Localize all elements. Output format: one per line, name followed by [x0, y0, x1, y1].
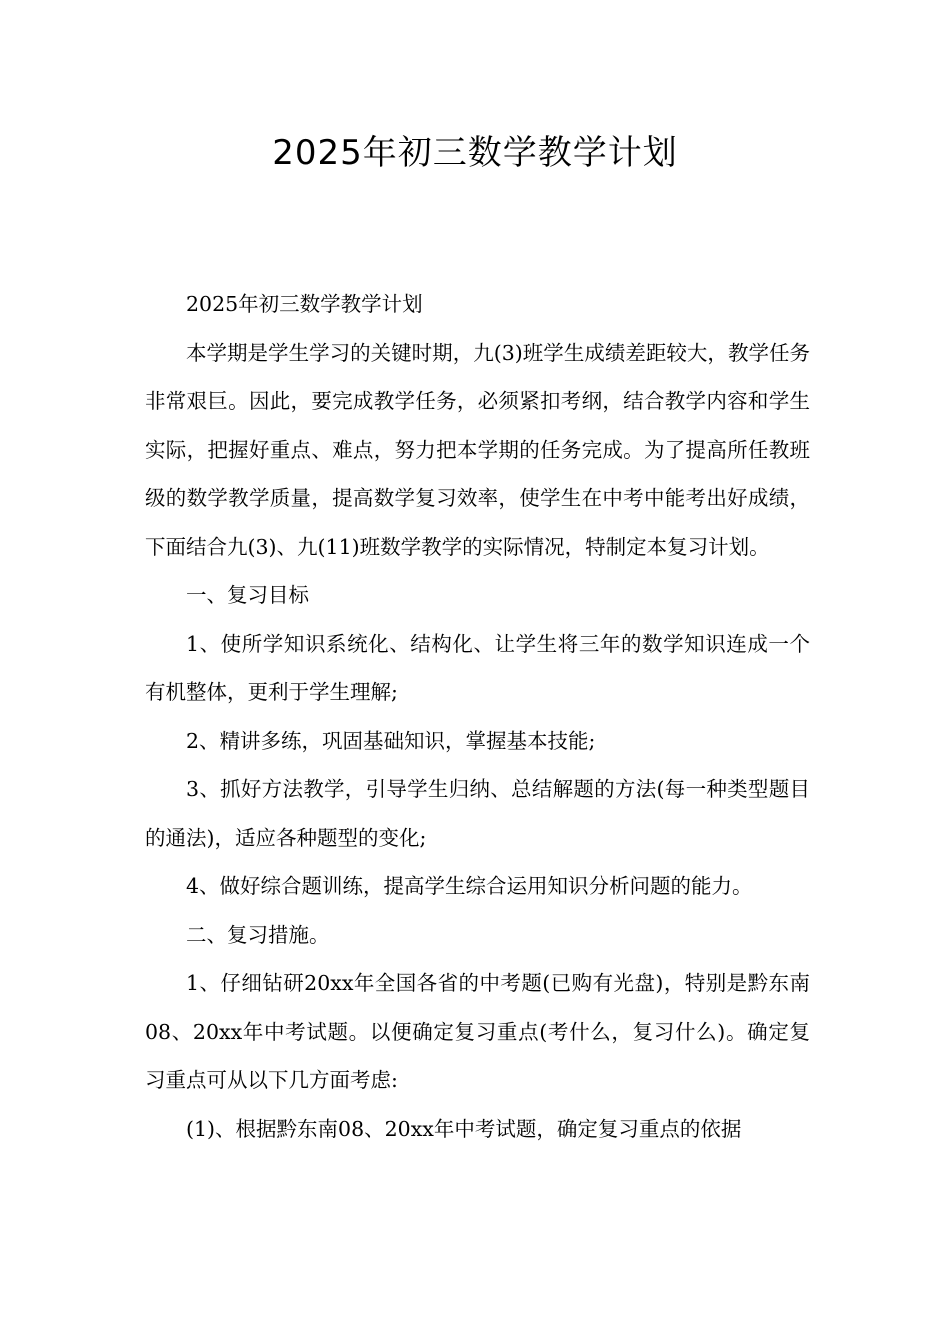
paragraph-measure-1-sub-1: (1)、根据黔东南08、20xx年中考试题，确定复习重点的依据	[186, 1116, 742, 1141]
paragraph-goal-2: 2、精讲多练，巩固基础知识，掌握基本技能;	[186, 728, 596, 753]
document-body	[145, 280, 810, 1153]
paragraph-measure-1: 1、仔细钻研20xx年全国各省的中考题(已购有光盘)，特别是黔东南08、20xx年中考试题。以便确定复习重点(考什么，复习什么)。确定复习重点可从以下几方面考虑:	[145, 971, 810, 1092]
paragraph-goal-1: 1、使所学知识系统化、结构化、让学生将三年的数学知识连成一个有机整体，更利于学生理解;	[145, 631, 810, 704]
paragraph-goal-3: 3、抓好方法教学，引导学生归纳、总结解题的方法(每一种类型题目的通法)，适应各种题型的变化;	[145, 777, 810, 850]
section-heading-measures: 二、复习措施。	[186, 922, 330, 947]
paragraph-intro: 本学期是学生学习的关键时期，九(3)班学生成绩差距较大，教学任务非常艰巨。因此，要完成教学任务，必须紧扣考纲，结合教学内容和学生实际，把握好重点、难点，努力把本学期的任务完成。为了提高所任教班级的数学教学质量，提高数学复习效率，使学生在中考中能考出好成绩，下面结合九(3)、九(11)班数学教学的实际情况，特制定本复习计划。	[145, 340, 810, 559]
section-heading-goals: 一、复习目标	[186, 583, 309, 607]
document-title: 2025年初三数学教学计划	[272, 133, 678, 173]
paragraph-goal-4: 4、做好综合题训练，提高学生综合运用知识分析问题的能力。	[186, 874, 753, 898]
paragraph-subtitle: 2025年初三数学教学计划	[186, 292, 423, 316]
